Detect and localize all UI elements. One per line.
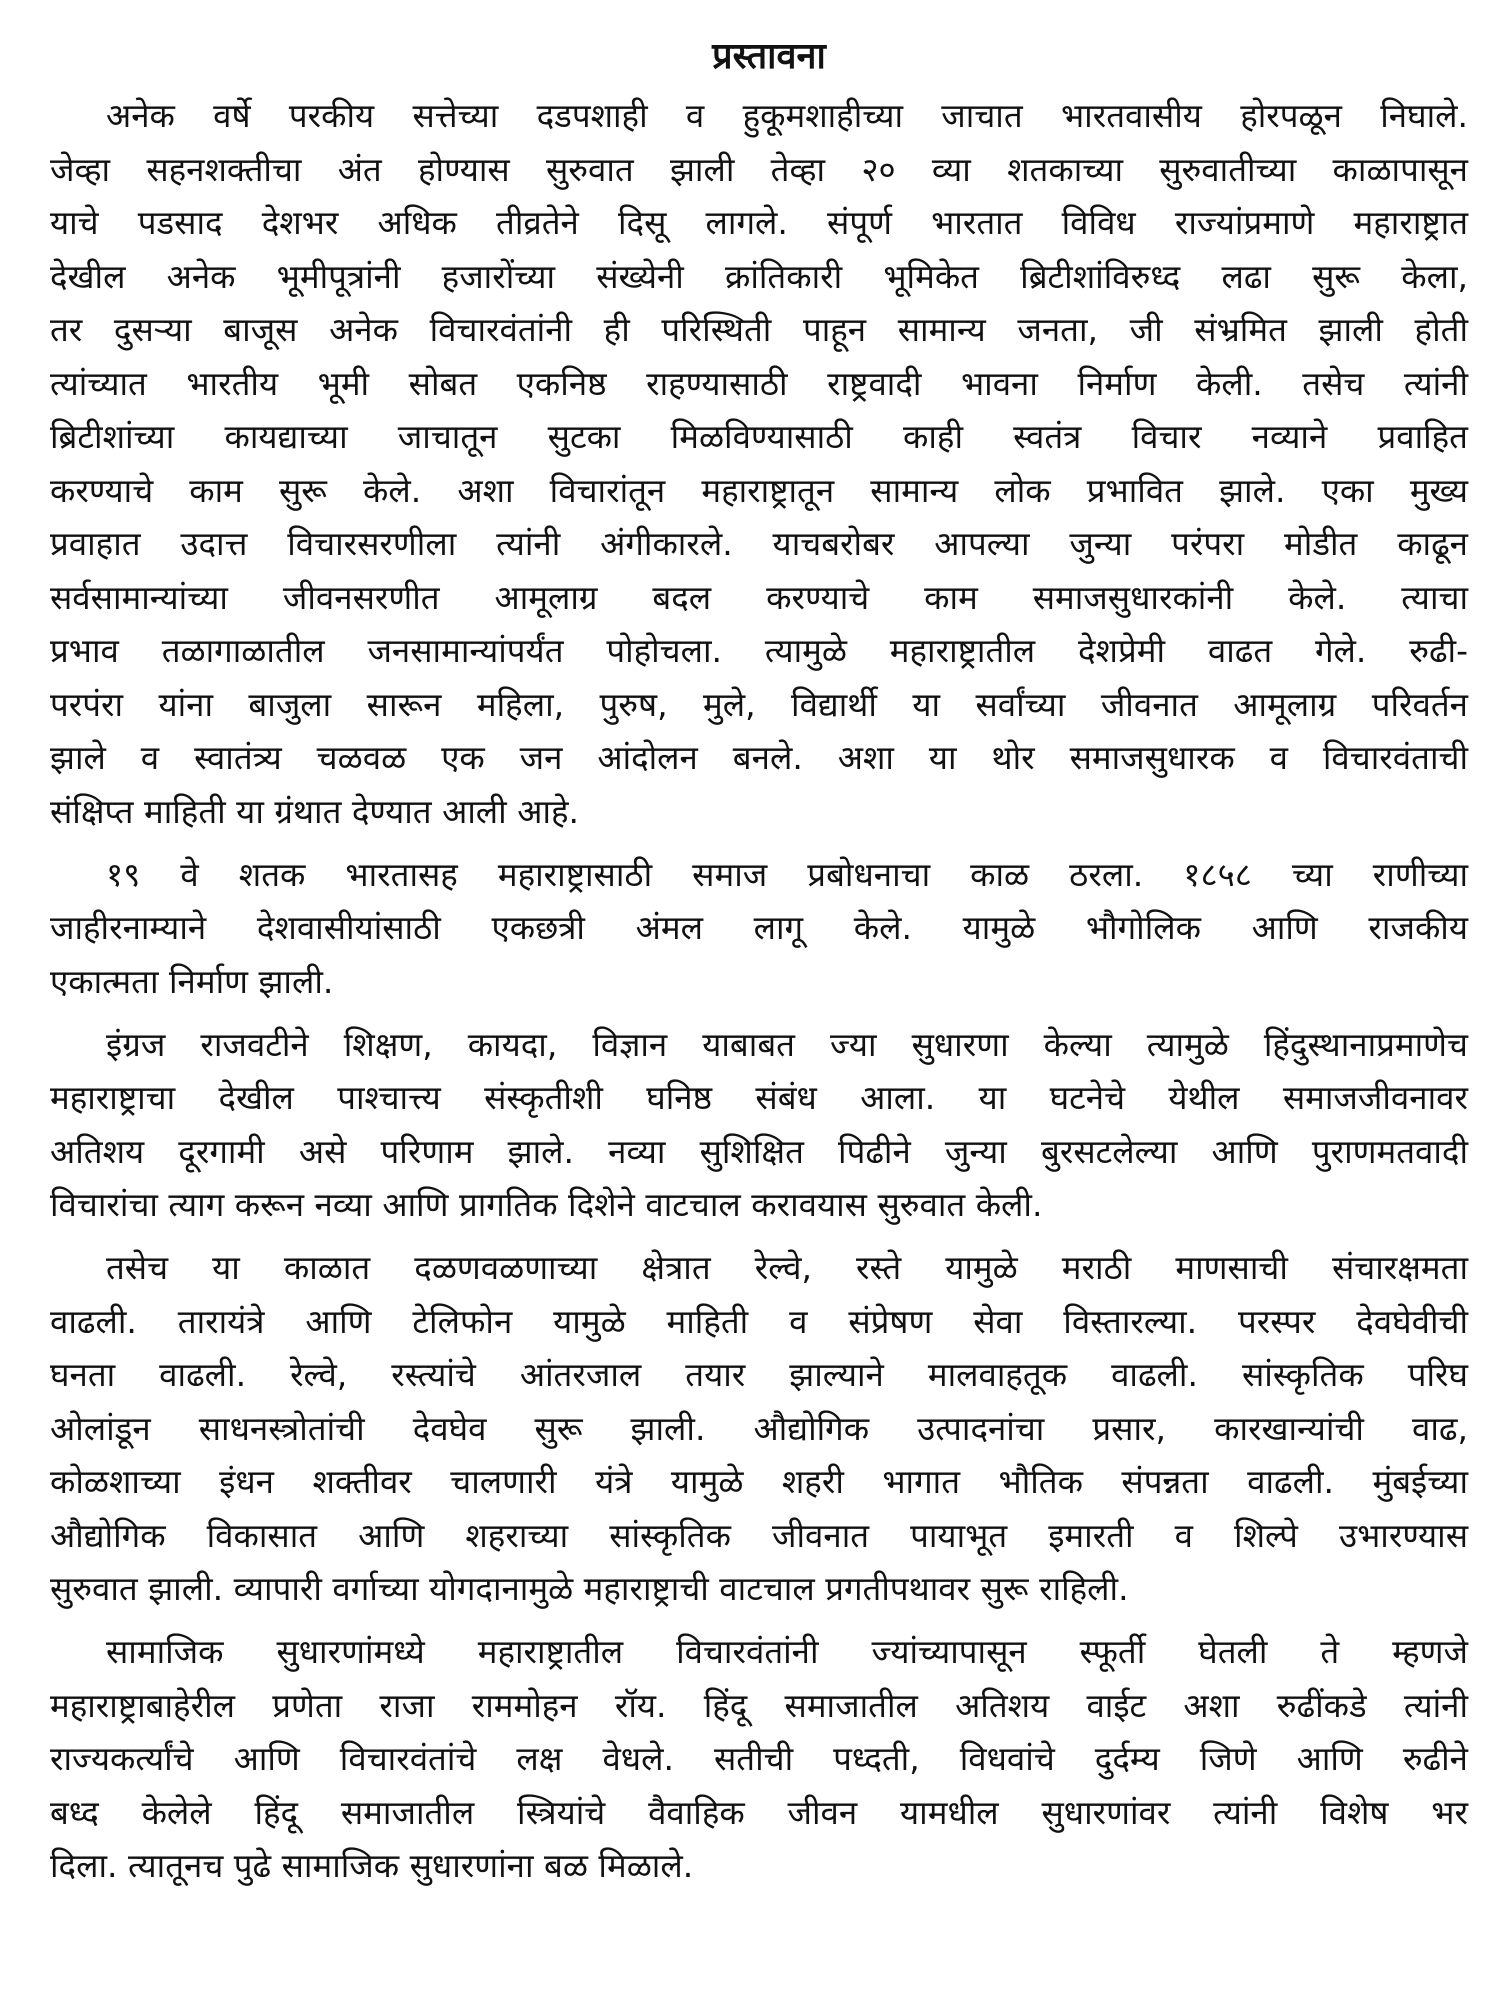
text-line: परपंरा यांना बाजुला सारून महिला, पुरुष, मुले, विद्यार्थी या सर्वांच्या जीवनात आमूलाग्र परिवर्तन [50,684,1468,724]
text-line: सर्वसामान्यांच्या जीवनसरणीत आमूलाग्र बदल करण्याचे काम समाजसुधारकांनी केले. त्याचा [50,577,1468,617]
text-line: तर दुसऱ्या बाजूस अनेक विचारवंतांनी ही परिस्थिती पाहून सामान्य जनता, जी संभ्रमित झाली होती [50,310,1468,349]
text-line: त्यांच्यात भारतीय भूमी सोबत एकनिष्ठ राहण्यासाठी राष्ट्रवादी भावना निर्माण केली. तसेच त्यांनी [50,363,1468,403]
text-line: करण्याचे काम सुरू केले. अशा विचारांतून महाराष्ट्रातून सामान्य लोक प्रभावित झाले. एका मुख्य [50,470,1468,510]
text-line: अनेक वर्षे परकीय सत्तेच्या दडपशाही व हुकूमशाहीच्या जाचात भारतवासीय होरपळून निघाले. [106,96,1468,135]
text-line: कोळशाच्या इंधन शक्तीवर चालणारी यंत्रे यामुळे शहरी भागात भौतिक संपन्नता वाढली. मुंबईच्या [50,1462,1468,1501]
document-page [50,30,1468,1902]
text-line: औद्योगिक विकासात आणि शहराच्या सांस्कृतिक जीवनात पायाभूत इमारती व शिल्पे उभारण्यास [50,1515,1468,1555]
text-line: सुरुवात झाली. व्यापारी वर्गाच्या योगदानामुळे महाराष्ट्राची वाटचाल प्रगतीपथावर सुरू राहिली. [50,1569,1129,1608]
text-line: ब्रिटीशांच्या कायद्याच्या जाचातून सुटका मिळविण्यासाठी काही स्वतंत्र विचार नव्याने प्रवाहित [50,417,1468,456]
text-line: संक्षिप्त माहिती या ग्रंथात देण्यात आली आहे. [50,791,579,831]
paragraph [50,1241,1468,1616]
text-line: प्रवाहात उदात्त विचारसरणीला त्यांनी अंगीकारले. याचबरोबर आपल्या जुन्या परंपरा मोडीत काढून [50,524,1468,563]
text-line: ओलांडून साधनस्त्रोतांची देवघेव सुरू झाली. औद्योगिक उत्पादनांचा प्रसार, कारखान्यांची वाढ, [50,1408,1468,1448]
text-line: सामाजिक सुधारणांमध्ये महाराष्ट्रातील विचारवंतांनी ज्यांच्यापासून स्फूर्ती घेतली ते म्हणजे [106,1632,1468,1671]
text-line: बध्द केलेले हिंदू समाजातील स्त्रियांचे वैवाहिक जीवन यामधील सुधारणांवर त्यांनी विशेष भर [50,1792,1468,1832]
text-line: दिला. त्यातूनच पुढे सामाजिक सुधारणांना बळ मिळाले. [50,1846,694,1885]
paragraph [50,848,1468,1009]
text-line: अतिशय दूरगामी असे परिणाम झाले. नव्या सुशिक्षित पिढीने जुन्या बुरसटलेल्या आणि पुराणमतवादी [50,1131,1468,1171]
paragraph [50,1018,1468,1232]
text-line: महाराष्ट्राबाहेरील प्रणेता राजा राममोहन रॉय. हिंदू समाजातील अतिशय वाईट अशा रुढींकडे त्यांनी [50,1685,1468,1725]
paragraph [50,89,1468,838]
text-line: १९ वे शतक भारतासह महाराष्ट्रासाठी समाज प्रबोधनाचा काळ ठरला. १८५८ च्या राणीच्या [106,854,1468,894]
text-line: वाढली. तारायंत्रे आणि टेलिफोन यामुळे माहिती व संप्रेषण सेवा विस्तारल्या. परस्पर देवघेवीची [50,1301,1468,1341]
text-line: जेव्हा सहनशक्तीचा अंत होण्यास सुरुवात झाली तेव्हा २० व्या शतकाच्या सुरुवातीच्या काळापासून [50,149,1468,189]
text-line: प्रभाव तळागाळातील जनसामान्यांपर्यंत पोहोचला. त्यामुळे महाराष्ट्रातील देशप्रेमी वाढत गेले. रुढी- [50,631,1468,670]
text-line: राज्यकर्त्यांचे आणि विचारवंतांचे लक्ष वेधले. सतीची पध्दती, विधवांचे दुर्दम्य जिणे आणि रुढीने [50,1739,1468,1778]
text-line: याचे पडसाद देशभर अधिक तीव्रतेने दिसू लागले. संपूर्ण भारतात विविध राज्यांप्रमाणे महाराष्ट्रात [50,203,1468,242]
paragraph [50,1625,1468,1893]
text-line: देखील अनेक भूमीपूत्रांनी हजारोंच्या संख्येनी क्रांतिकारी भूमिकेत ब्रिटीशांविरुध्द लढा सुरू केला, [50,256,1468,296]
text-line: तसेच या काळात दळणवळणाच्या क्षेत्रात रेल्वे, रस्ते यामुळे मराठी माणसाची संचारक्षमता [106,1248,1468,1287]
text-line: एकात्मता निर्माण झाली. [50,961,334,1001]
text-line: जाहीरनाम्याने देशवासीयांसाठी एकछत्री अंमल लागू केले. यामुळे भौगोलिक आणि राजकीय [50,908,1468,947]
page-title: प्रस्तावना [712,36,826,77]
text-line: झाले व स्वातंत्र्य चळवळ एक जन आंदोलन बनले. अशा या थोर समाजसुधारक व विचारवंताची [50,738,1468,777]
text-line: महाराष्ट्राचा देखील पाश्चात्त्य संस्कृतीशी घनिष्ठ संबंध आला. या घटनेचे येथील समाजजीवनावर [50,1078,1468,1117]
document-body [50,89,1468,1893]
text-line: विचारांचा त्याग करून नव्या आणि प्रागतिक दिशेने वाटचाल करावयास सुरुवात केली. [50,1185,1043,1224]
text-line: घनता वाढली. रेल्वे, रस्त्यांचे आंतरजाल तयार झाल्याने मालवाहतूक वाढली. सांस्कृतिक परिघ [50,1355,1468,1394]
text-line: इंग्रज राजवटीने शिक्षण, कायदा, विज्ञान याबाबत ज्या सुधारणा केल्या त्यामुळे हिंदुस्थानाप्रमाणेच [106,1024,1468,1064]
